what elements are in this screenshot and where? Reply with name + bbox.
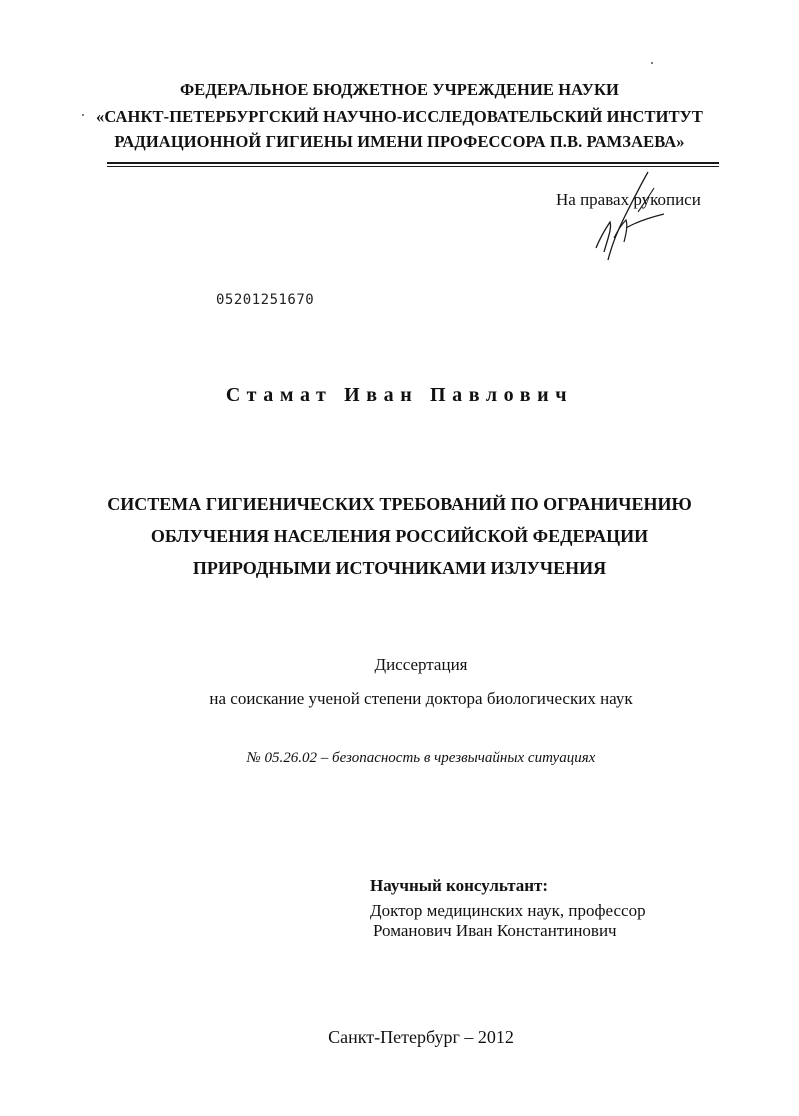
dissertation-title-line-3: ПРИРОДНЫМИ ИСТОЧНИКАМИ ИЗЛУЧЕНИЯ [192, 558, 607, 578]
consultant-label: Научный консультант: [370, 876, 549, 895]
archive-code: 05201251670 [216, 292, 315, 308]
scan-speck [651, 62, 653, 64]
specialty-code: № 05.26.02 – безопасность в чрезвычайных ситуациях [246, 750, 596, 766]
header-divider-thick [107, 162, 719, 164]
institution-header-line-2: «САНКТ-ПЕТЕРБУРГСКИЙ НАУЧНО-ИССЛЕДОВАТЕЛЬСКИЙ ИНСТИТУТ [95, 107, 703, 126]
institution-header-line-3: РАДИАЦИОННОЙ ГИГИЕНЫ ИМЕНИ ПРОФЕССОРА П.В. РАМЗАЕВА» [114, 132, 685, 151]
signature-image [586, 168, 676, 268]
institution-header-line-1: ФЕДЕРАЛЬНОЕ БЮДЖЕТНОЕ УЧРЕЖДЕНИЕ НАУКИ [180, 80, 619, 99]
scan-speck [82, 114, 84, 116]
consultant-name: Романович Иван Константинович [373, 921, 617, 940]
work-type: Диссертация [374, 655, 468, 674]
city-year-footer: Санкт-Петербург – 2012 [328, 1027, 514, 1047]
degree-line: на соискание ученой степени доктора биологических наук [209, 689, 633, 708]
dissertation-title-line-2: ОБЛУЧЕНИЯ НАСЕЛЕНИЯ РОССИЙСКОЙ ФЕДЕРАЦИИ [150, 526, 649, 546]
consultant-position: Доктор медицинских наук, профессор [370, 901, 646, 920]
dissertation-title-line-1: СИСТЕМА ГИГИЕНИЧЕСКИХ ТРЕБОВАНИЙ ПО ОГРАНИЧЕНИЮ [107, 494, 692, 514]
author-name: Стамат Иван Павлович [225, 384, 574, 406]
header-divider-thin [107, 166, 719, 167]
manuscript-rights-note: На правах рукописи [556, 190, 701, 209]
